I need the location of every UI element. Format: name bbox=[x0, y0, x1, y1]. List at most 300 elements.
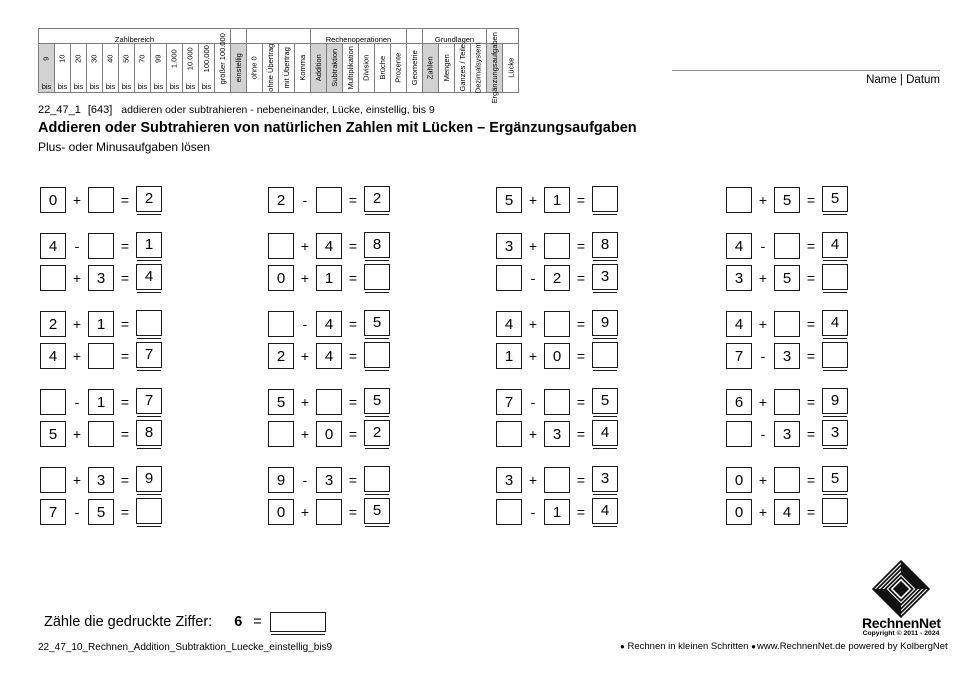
rechenoperation-cell-Addition[interactable] bbox=[311, 44, 327, 93]
zahlbereich-prefix: bis bbox=[89, 81, 100, 91]
operand-a-box[interactable]: 3 bbox=[726, 265, 752, 291]
stellen-cell-einstellig[interactable] bbox=[231, 44, 247, 93]
operator-symbol: + bbox=[758, 316, 768, 332]
logo-wordmark: RechnenNet bbox=[862, 615, 941, 631]
zahlbereich-prefix: bis bbox=[73, 81, 84, 91]
zahlbereich-cell-20[interactable] bbox=[71, 44, 87, 93]
name-date-field[interactable] bbox=[672, 70, 940, 86]
document-id-line bbox=[38, 104, 435, 116]
zahlbereich-prefix: bis bbox=[105, 81, 116, 91]
operand-a-box[interactable]: 5 bbox=[40, 421, 66, 447]
equals-symbol: = bbox=[348, 472, 358, 488]
operator-symbol: + bbox=[300, 238, 310, 254]
operator-symbol: - bbox=[760, 238, 766, 254]
equals-symbol: = bbox=[806, 316, 816, 332]
operand-a-box[interactable] bbox=[726, 187, 752, 213]
grundlagen-cell-Dezimalsystem[interactable] bbox=[471, 44, 487, 93]
result-box[interactable] bbox=[364, 342, 390, 368]
operand-b-box[interactable] bbox=[774, 311, 800, 337]
group-rechenoperationen: Rechenoperationen bbox=[311, 29, 407, 44]
exercise-row bbox=[726, 340, 926, 372]
exercise-row bbox=[726, 418, 926, 450]
exercise-row bbox=[40, 308, 240, 340]
equals-symbol: = bbox=[806, 270, 816, 286]
operator-symbol: + bbox=[528, 192, 538, 208]
operand-b-box[interactable]: 4 bbox=[316, 311, 342, 337]
classification-label: ohne Übertrag bbox=[265, 44, 275, 92]
zahlbereich-value: 100.000 bbox=[201, 45, 211, 73]
equals-symbol: = bbox=[120, 316, 130, 332]
count-task-equals: = bbox=[253, 614, 262, 630]
equals-symbol: = bbox=[348, 426, 358, 442]
operand-b-box[interactable]: 4 bbox=[316, 343, 342, 369]
extra-cell-Ergänzungsaufgaben[interactable] bbox=[487, 32, 503, 104]
exercise-row bbox=[726, 496, 926, 528]
equals-symbol: = bbox=[576, 504, 586, 520]
operator-symbol: + bbox=[300, 426, 310, 442]
operator-symbol: - bbox=[302, 472, 308, 488]
rechenoperation-cell-Multiplikation[interactable] bbox=[343, 44, 359, 93]
operator-symbol: + bbox=[758, 504, 768, 520]
operator-symbol: + bbox=[300, 394, 310, 410]
file-code-label: 22_47_10_Rechnen_Addition_Subtraktion_Luecke_einstellig_bis9 bbox=[38, 642, 333, 653]
exercise-row bbox=[268, 418, 468, 450]
result-box[interactable]: 2 bbox=[364, 186, 390, 212]
exercise-row bbox=[496, 418, 696, 450]
exercise-row bbox=[496, 464, 696, 496]
result-box[interactable]: 4 bbox=[592, 498, 618, 524]
operator-symbol: - bbox=[760, 348, 766, 364]
zahlbereich-cell-30[interactable] bbox=[87, 44, 103, 93]
zahlbereich-prefix: bis bbox=[169, 81, 180, 91]
result-box[interactable]: 3 bbox=[592, 264, 618, 290]
operator-symbol: - bbox=[74, 238, 80, 254]
equals-symbol: = bbox=[348, 192, 358, 208]
rechenoperation-cell-Brüche[interactable] bbox=[375, 44, 391, 93]
exercise-row bbox=[726, 464, 926, 496]
equals-symbol: = bbox=[576, 426, 586, 442]
operand-b-box[interactable]: 3 bbox=[774, 343, 800, 369]
result-box[interactable]: 1 bbox=[136, 232, 162, 258]
operator-symbol: + bbox=[300, 270, 310, 286]
count-task-answer-box[interactable] bbox=[270, 612, 326, 632]
operator-symbol: - bbox=[302, 316, 308, 332]
operand-b-box[interactable]: 3 bbox=[544, 421, 570, 447]
extra-cell-Lücke[interactable] bbox=[503, 44, 519, 93]
operator-symbol: + bbox=[528, 348, 538, 364]
count-task-label: Zähle die gedruckte Ziffer: bbox=[44, 614, 213, 630]
equals-symbol: = bbox=[576, 348, 586, 364]
grundlagen-cell-Mengen[interactable] bbox=[439, 44, 455, 93]
operand-b-box[interactable]: 1 bbox=[544, 187, 570, 213]
operator-symbol: - bbox=[760, 426, 766, 442]
operand-a-box[interactable]: 9 bbox=[268, 467, 294, 493]
zahlbereich-prefix: bis bbox=[153, 81, 164, 91]
zahlbereich-prefix: bis bbox=[57, 81, 68, 91]
operand-b-box[interactable] bbox=[316, 499, 342, 525]
exercise-row bbox=[40, 464, 240, 496]
classification-cell-row bbox=[39, 44, 519, 93]
result-box[interactable]: 9 bbox=[136, 466, 162, 492]
operand-a-box[interactable]: 3 bbox=[496, 233, 522, 259]
operator-symbol: + bbox=[528, 316, 538, 332]
operator-symbol: + bbox=[758, 472, 768, 488]
operator-symbol: + bbox=[72, 426, 82, 442]
classification-label: Division bbox=[361, 54, 371, 82]
operand-b-box[interactable] bbox=[316, 389, 342, 415]
classification-label: Brüche bbox=[377, 56, 387, 80]
exercise-row bbox=[726, 386, 926, 418]
operator-symbol: + bbox=[72, 348, 82, 364]
exercise-row bbox=[40, 262, 240, 294]
page-subtitle: Plus- oder Minusaufgaben lösen bbox=[38, 140, 211, 154]
zahlbereich-value: 99 bbox=[153, 54, 163, 63]
result-box[interactable]: 4 bbox=[592, 420, 618, 446]
operand-b-box[interactable] bbox=[544, 311, 570, 337]
operand-a-box[interactable]: 3 bbox=[496, 467, 522, 493]
operator-symbol: + bbox=[528, 426, 538, 442]
equals-symbol: = bbox=[806, 348, 816, 364]
operand-b-box[interactable]: 2 bbox=[544, 265, 570, 291]
zahlbereich-prefix: bis bbox=[201, 81, 212, 91]
operand-b-box[interactable] bbox=[88, 343, 114, 369]
zahlbereich-prefix: bis bbox=[121, 81, 132, 91]
count-digit-task bbox=[44, 612, 326, 632]
classification-label: Komma bbox=[297, 55, 307, 81]
operand-a-box[interactable] bbox=[40, 467, 66, 493]
operator-symbol: + bbox=[300, 504, 310, 520]
operand-a-box[interactable]: 5 bbox=[268, 389, 294, 415]
footer-slogan-text: Rechnen in kleinen Schritten bbox=[627, 641, 749, 652]
zahlbereich-cell-40[interactable] bbox=[103, 44, 119, 93]
exercise-row bbox=[268, 496, 468, 528]
operator-symbol: - bbox=[530, 504, 536, 520]
operand-b-box[interactable] bbox=[88, 233, 114, 259]
bullet-icon-left: ● bbox=[620, 642, 625, 651]
operator-symbol: + bbox=[758, 270, 768, 286]
exercise-row bbox=[268, 230, 468, 262]
operand-a-box[interactable]: 4 bbox=[40, 233, 66, 259]
exercise-row bbox=[40, 230, 240, 262]
operand-a-box[interactable] bbox=[496, 499, 522, 525]
document-description: addieren oder subtrahieren - nebeneinander, Lücke, einstellig, bis 9 bbox=[121, 104, 435, 116]
result-box[interactable]: 5 bbox=[822, 186, 848, 212]
zahlbereich-value: 50 bbox=[121, 54, 131, 63]
equals-symbol: = bbox=[576, 472, 586, 488]
equals-symbol: = bbox=[806, 192, 816, 208]
result-box[interactable]: 2 bbox=[136, 186, 162, 212]
result-box[interactable]: 2 bbox=[364, 420, 390, 446]
operand-b-box[interactable] bbox=[88, 187, 114, 213]
exercise-row bbox=[726, 230, 926, 262]
result-box[interactable] bbox=[592, 186, 618, 212]
equals-symbol: = bbox=[576, 238, 586, 254]
operand-a-box[interactable]: 0 bbox=[40, 187, 66, 213]
uebertrag-cell-mit-Übertrag[interactable] bbox=[279, 44, 295, 93]
exercise-row bbox=[496, 386, 696, 418]
footer-url[interactable]: www.RechnenNet.de powered by KolbergNet bbox=[757, 641, 948, 652]
zahlbereich-cell-10000[interactable] bbox=[183, 44, 199, 93]
equals-symbol: = bbox=[806, 426, 816, 442]
operand-b-box[interactable] bbox=[88, 421, 114, 447]
zahlbereich-value: 9 bbox=[41, 56, 51, 61]
classification-label: ohne 0 bbox=[249, 56, 259, 80]
operator-symbol: + bbox=[758, 192, 768, 208]
classification-label: Zahlen bbox=[425, 56, 435, 80]
name-date-rule bbox=[672, 70, 940, 71]
operand-b-box[interactable] bbox=[544, 389, 570, 415]
zahlbereich-cell-größer100000[interactable] bbox=[215, 33, 231, 93]
operand-b-box[interactable]: 0 bbox=[316, 421, 342, 447]
equals-symbol: = bbox=[120, 472, 130, 488]
classification-label: mit Übertrag bbox=[281, 47, 291, 89]
operand-a-box[interactable]: 0 bbox=[268, 499, 294, 525]
equals-symbol: = bbox=[120, 394, 130, 410]
equals-symbol: = bbox=[806, 504, 816, 520]
equals-symbol: = bbox=[120, 504, 130, 520]
group-spacer-2 bbox=[247, 29, 311, 44]
result-box[interactable]: 4 bbox=[136, 264, 162, 290]
operand-b-box[interactable] bbox=[316, 187, 342, 213]
operand-a-box[interactable]: 7 bbox=[726, 343, 752, 369]
zahlbereich-value: 40 bbox=[105, 54, 115, 63]
operand-b-box[interactable]: 1 bbox=[544, 499, 570, 525]
result-box[interactable]: 8 bbox=[364, 232, 390, 258]
rechenoperation-cell-Prozente[interactable] bbox=[391, 44, 407, 93]
exercise-row bbox=[40, 184, 240, 216]
operand-a-box[interactable] bbox=[40, 265, 66, 291]
result-box[interactable] bbox=[136, 498, 162, 524]
group-zahlbereich: Zahlbereich bbox=[39, 29, 231, 44]
operand-a-box[interactable]: 0 bbox=[268, 265, 294, 291]
zahlbereich-value: 1.000 bbox=[169, 49, 179, 69]
operand-b-box[interactable] bbox=[774, 389, 800, 415]
zahlbereich-value: 30 bbox=[89, 54, 99, 63]
exercise-row bbox=[268, 464, 468, 496]
exercise-row bbox=[268, 308, 468, 340]
result-box[interactable]: 7 bbox=[136, 342, 162, 368]
equals-symbol: = bbox=[576, 192, 586, 208]
zahlbereich-cell-70[interactable] bbox=[135, 44, 151, 93]
operand-a-box[interactable]: 7 bbox=[40, 499, 66, 525]
operand-a-box[interactable] bbox=[268, 421, 294, 447]
result-box[interactable] bbox=[822, 342, 848, 368]
operand-b-box[interactable]: 5 bbox=[88, 499, 114, 525]
uebertrag-cell-ohne-Übertrag[interactable] bbox=[263, 44, 279, 93]
operand-a-box[interactable]: 2 bbox=[40, 311, 66, 337]
exercise-row bbox=[268, 340, 468, 372]
uebertrag-cell-ohne-0[interactable] bbox=[247, 44, 263, 93]
operator-symbol: + bbox=[528, 238, 538, 254]
geometrie-cell-Geometrie[interactable] bbox=[407, 44, 423, 93]
operator-symbol: + bbox=[758, 394, 768, 410]
result-box[interactable]: 4 bbox=[822, 310, 848, 336]
zahlbereich-cell-10[interactable] bbox=[55, 44, 71, 93]
result-box[interactable]: 4 bbox=[822, 232, 848, 258]
equals-symbol: = bbox=[576, 316, 586, 332]
spiral-square-logo-icon bbox=[872, 560, 930, 618]
operand-a-box[interactable]: 6 bbox=[726, 389, 752, 415]
operand-b-box[interactable] bbox=[544, 467, 570, 493]
page-title: Addieren oder Subtrahieren von natürlichen Zahlen mit Lücken – Ergänzungsaufgaben bbox=[38, 120, 637, 136]
classification-grid bbox=[38, 28, 519, 104]
operand-a-box[interactable] bbox=[40, 389, 66, 415]
exercise-row bbox=[496, 184, 696, 216]
classification-label: Geometrie bbox=[409, 50, 419, 86]
operand-b-box[interactable]: 1 bbox=[88, 389, 114, 415]
operand-b-box[interactable]: 3 bbox=[316, 467, 342, 493]
operand-a-box[interactable]: 5 bbox=[496, 187, 522, 213]
zahlbereich-cell-1000[interactable] bbox=[167, 44, 183, 93]
zahlbereich-cell-50[interactable] bbox=[119, 44, 135, 93]
equals-symbol: = bbox=[120, 270, 130, 286]
equals-symbol: = bbox=[348, 504, 358, 520]
result-box[interactable]: 5 bbox=[592, 388, 618, 414]
exercise-row bbox=[496, 496, 696, 528]
equals-symbol: = bbox=[806, 238, 816, 254]
zahlbereich-value: 20 bbox=[73, 54, 83, 63]
result-box[interactable]: 5 bbox=[364, 310, 390, 336]
operator-symbol: - bbox=[74, 504, 80, 520]
classification-label: Ergänzungsaufgaben bbox=[489, 32, 499, 104]
equals-symbol: = bbox=[576, 270, 586, 286]
operand-b-box[interactable]: 0 bbox=[544, 343, 570, 369]
result-box[interactable] bbox=[364, 264, 390, 290]
operator-symbol: + bbox=[528, 472, 538, 488]
result-box[interactable] bbox=[592, 342, 618, 368]
operand-b-box[interactable]: 1 bbox=[316, 265, 342, 291]
classification-label: Addition bbox=[313, 54, 323, 82]
uebertrag-cell-Komma[interactable] bbox=[295, 44, 311, 93]
exercise-row bbox=[496, 308, 696, 340]
rechenoperation-cell-Division[interactable] bbox=[359, 44, 375, 93]
operand-b-box[interactable]: 3 bbox=[88, 265, 114, 291]
operand-b-box[interactable] bbox=[774, 233, 800, 259]
equals-symbol: = bbox=[806, 394, 816, 410]
operand-b-box[interactable]: 4 bbox=[316, 233, 342, 259]
operand-a-box[interactable]: 4 bbox=[496, 311, 522, 337]
result-box[interactable]: 9 bbox=[822, 388, 848, 414]
operand-a-box[interactable] bbox=[496, 265, 522, 291]
exercise-row bbox=[726, 308, 926, 340]
operand-a-box[interactable]: 2 bbox=[268, 187, 294, 213]
equals-symbol: = bbox=[120, 426, 130, 442]
exercise-row bbox=[496, 230, 696, 262]
operand-a-box[interactable] bbox=[268, 233, 294, 259]
operand-b-box[interactable]: 4 bbox=[774, 499, 800, 525]
result-box[interactable]: 7 bbox=[136, 388, 162, 414]
operand-a-box[interactable]: 0 bbox=[726, 467, 752, 493]
operand-a-box[interactable]: 2 bbox=[268, 343, 294, 369]
grundlagen-cell-Zahlen[interactable] bbox=[423, 44, 439, 93]
operand-a-box[interactable]: 1 bbox=[496, 343, 522, 369]
exercise-row bbox=[496, 262, 696, 294]
operator-symbol: + bbox=[72, 472, 82, 488]
result-box[interactable]: 5 bbox=[364, 498, 390, 524]
document-code: 22_47_1 bbox=[38, 104, 81, 116]
bullet-icon-right: ● bbox=[751, 642, 756, 651]
classification-label: Multiplikation bbox=[345, 46, 355, 90]
exercise-row bbox=[40, 496, 240, 528]
group-spacer-3 bbox=[407, 29, 423, 44]
operand-a-box[interactable] bbox=[268, 311, 294, 337]
zahlbereich-cell-100000[interactable] bbox=[199, 44, 215, 93]
operator-symbol: + bbox=[300, 348, 310, 364]
operand-a-box[interactable]: 0 bbox=[726, 499, 752, 525]
classification-label: Ganzes / Teile bbox=[457, 44, 467, 92]
operator-symbol: - bbox=[530, 270, 536, 286]
exercise-row bbox=[726, 184, 926, 216]
operand-b-box[interactable]: 3 bbox=[88, 467, 114, 493]
result-box[interactable]: 9 bbox=[592, 310, 618, 336]
operand-b-box[interactable] bbox=[544, 233, 570, 259]
result-box[interactable] bbox=[822, 264, 848, 290]
operand-a-box[interactable] bbox=[726, 421, 752, 447]
result-box[interactable]: 3 bbox=[592, 466, 618, 492]
exercise-row bbox=[726, 262, 926, 294]
rechnennet-logo bbox=[862, 560, 940, 637]
operand-a-box[interactable]: 4 bbox=[726, 233, 752, 259]
result-box[interactable] bbox=[364, 466, 390, 492]
zahlbereich-value: 10 bbox=[57, 54, 67, 63]
operand-b-box[interactable]: 5 bbox=[774, 265, 800, 291]
result-box[interactable]: 5 bbox=[822, 466, 848, 492]
zahlbereich-prefix: bis bbox=[137, 81, 148, 91]
operand-b-box[interactable]: 1 bbox=[88, 311, 114, 337]
exercise-column-2 bbox=[268, 184, 468, 528]
operand-b-box[interactable]: 5 bbox=[774, 187, 800, 213]
result-box[interactable]: 3 bbox=[822, 420, 848, 446]
classification-label: Subtraktion bbox=[329, 49, 339, 87]
zahlbereich-prefix: bis bbox=[41, 81, 52, 91]
group-spacer-1 bbox=[231, 29, 247, 44]
exercise-row bbox=[268, 386, 468, 418]
equals-symbol: = bbox=[806, 472, 816, 488]
operator-symbol: + bbox=[72, 316, 82, 332]
operand-a-box[interactable]: 4 bbox=[726, 311, 752, 337]
result-box[interactable]: 8 bbox=[592, 232, 618, 258]
classification-label: Prozente bbox=[393, 52, 403, 84]
operator-symbol: - bbox=[74, 394, 80, 410]
equals-symbol: = bbox=[120, 348, 130, 364]
zahlbereich-cell-99[interactable] bbox=[151, 44, 167, 93]
classification-label: Lücke bbox=[505, 57, 515, 79]
operand-a-box[interactable]: 7 bbox=[496, 389, 522, 415]
equals-symbol: = bbox=[120, 192, 130, 208]
zahlbereich-value: 70 bbox=[137, 54, 147, 63]
result-box[interactable] bbox=[822, 498, 848, 524]
operand-a-box[interactable] bbox=[496, 421, 522, 447]
zahlbereich-value: 10.000 bbox=[185, 47, 195, 71]
operand-a-box[interactable]: 4 bbox=[40, 343, 66, 369]
equals-symbol: = bbox=[348, 238, 358, 254]
grundlagen-cell-Ganzes-Teile[interactable] bbox=[455, 44, 471, 93]
count-task-digit: 6 bbox=[234, 614, 243, 630]
result-box[interactable]: 5 bbox=[364, 388, 390, 414]
exercise-row bbox=[268, 262, 468, 294]
zahlbereich-cell-9[interactable] bbox=[39, 44, 55, 93]
rechenoperation-cell-Subtraktion[interactable] bbox=[327, 44, 343, 93]
exercise-column-4 bbox=[726, 184, 926, 528]
logo-copyright: Copyright © 2011 - 2024 bbox=[862, 630, 940, 637]
result-box[interactable]: 8 bbox=[136, 420, 162, 446]
equals-symbol: = bbox=[576, 394, 586, 410]
operand-b-box[interactable]: 3 bbox=[774, 421, 800, 447]
result-box[interactable] bbox=[136, 310, 162, 336]
operand-b-box[interactable] bbox=[774, 467, 800, 493]
operator-symbol: - bbox=[530, 394, 536, 410]
exercise-row bbox=[268, 184, 468, 216]
